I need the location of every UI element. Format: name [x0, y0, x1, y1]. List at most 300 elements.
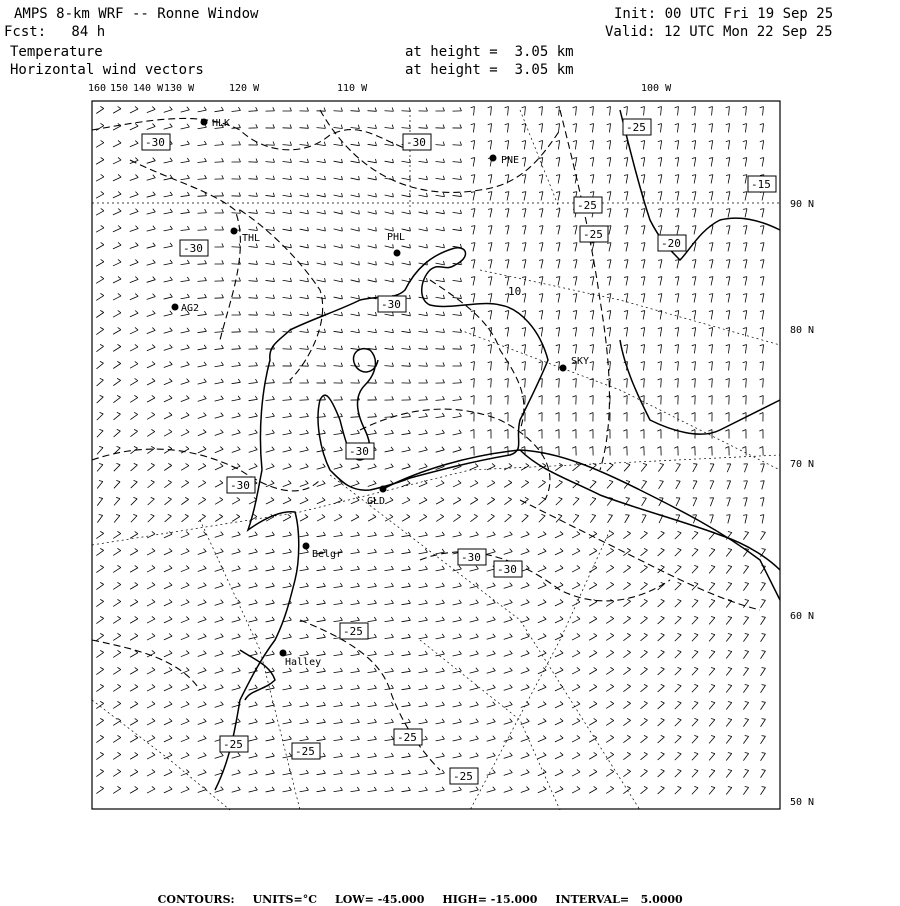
wind-barb	[198, 634, 206, 640]
wind-barb	[147, 175, 156, 181]
wind-barb	[488, 124, 492, 133]
wind-barb	[164, 633, 172, 639]
wind-barb	[488, 175, 492, 184]
longitude-label: 120 W	[229, 83, 260, 94]
wind-barb	[130, 141, 138, 147]
wind-barb	[607, 243, 611, 252]
wind-barb	[453, 210, 462, 214]
wind-barb	[572, 633, 580, 640]
wind-barb	[539, 175, 543, 184]
wind-barb	[743, 124, 747, 133]
wind-barb	[470, 702, 479, 707]
wind-barb	[147, 378, 155, 385]
wind-barb	[761, 651, 766, 659]
wind-barb	[504, 617, 513, 623]
wind-barb	[147, 701, 155, 708]
wind-barb	[147, 429, 155, 436]
wind-barb	[215, 600, 224, 606]
wind-barb	[266, 497, 274, 504]
wind-barb	[623, 531, 630, 538]
wind-barb	[147, 226, 156, 231]
wind-barb	[419, 770, 428, 775]
wind-barb	[317, 600, 326, 605]
wind-barb	[334, 312, 343, 316]
station-dot	[280, 650, 287, 657]
wind-barb	[589, 769, 597, 776]
wind-barb	[658, 124, 662, 133]
wind-barb	[368, 600, 377, 605]
wind-barb	[368, 244, 377, 248]
wind-barb	[317, 770, 326, 775]
wind-barb	[368, 278, 377, 282]
wind-barb	[198, 413, 206, 419]
wind-barb	[385, 278, 394, 282]
wind-barb	[726, 786, 732, 794]
wind-barb	[521, 549, 529, 555]
wind-barb	[640, 650, 647, 657]
wind-barb	[641, 141, 645, 150]
wind-barb	[164, 243, 173, 248]
wind-barb	[436, 346, 445, 350]
wind-barb	[606, 735, 614, 742]
wind-barb	[266, 396, 275, 400]
wind-barb	[708, 413, 712, 422]
wind-barb	[147, 735, 155, 742]
wind-barb	[402, 497, 410, 503]
wind-barb	[334, 159, 343, 163]
wind-barb	[743, 583, 748, 591]
wind-barb	[283, 685, 292, 690]
wind-barb	[300, 193, 309, 197]
wind-barb	[198, 617, 206, 623]
wind-barb	[249, 261, 258, 265]
wind-barb	[130, 378, 138, 385]
wind-barb	[368, 702, 377, 707]
wind-barb	[181, 702, 189, 708]
wind-barb	[402, 447, 411, 452]
wind-barb	[113, 582, 121, 589]
wind-barb	[215, 617, 224, 623]
wind-barb	[351, 295, 360, 299]
wind-barb	[130, 701, 138, 708]
wind-barb	[419, 346, 428, 350]
wind-barb	[334, 583, 343, 588]
wind-barb	[385, 210, 394, 214]
wind-barb	[147, 209, 156, 214]
wind-barb	[97, 498, 102, 506]
wind-barb	[538, 600, 546, 606]
wind-barb	[215, 413, 224, 419]
wind-barb	[572, 684, 580, 691]
wind-barb	[419, 329, 428, 333]
wind-barb	[266, 295, 275, 299]
wind-barb	[761, 787, 766, 795]
wind-barb	[624, 328, 628, 337]
wind-barb	[181, 514, 188, 521]
wind-barb	[487, 514, 494, 521]
station-label: PNE	[501, 155, 519, 166]
wind-barb	[675, 531, 681, 539]
wind-barb	[368, 312, 377, 316]
wind-barb	[505, 345, 509, 354]
wind-barb	[130, 344, 138, 351]
wind-barb	[623, 684, 630, 691]
wind-barb	[249, 362, 258, 366]
wind-barb	[131, 497, 137, 505]
wind-barb	[436, 362, 445, 366]
wind-barb	[130, 684, 138, 691]
wind-barb	[572, 752, 580, 759]
wind-barb	[709, 141, 713, 150]
wind-barb	[215, 583, 224, 589]
wind-barb	[402, 549, 411, 554]
wind-barb	[96, 718, 103, 725]
wind-barb	[266, 379, 275, 383]
wind-barb	[504, 668, 513, 674]
wind-barb	[556, 260, 560, 269]
wind-barb	[130, 395, 138, 402]
wind-barb	[147, 260, 156, 266]
wind-barb	[709, 548, 715, 556]
wind-barb	[471, 192, 475, 201]
wind-barb	[232, 158, 241, 162]
wind-barb	[658, 192, 662, 201]
wind-barb	[113, 123, 121, 130]
wind-barb	[215, 362, 224, 367]
wind-barb	[760, 226, 764, 235]
wind-barb	[181, 175, 190, 180]
wind-barb	[317, 295, 326, 299]
wind-barb	[623, 735, 630, 742]
wind-barb	[266, 770, 275, 775]
wind-barb	[96, 140, 104, 147]
wind-barb	[556, 514, 562, 522]
wind-barb	[504, 685, 513, 691]
wind-barb	[556, 209, 560, 218]
wind-barb	[761, 617, 766, 625]
wind-barb	[521, 668, 529, 674]
wind-barb	[368, 396, 377, 400]
wind-barb	[657, 413, 661, 422]
wind-barb	[334, 176, 343, 180]
wind-barb	[181, 107, 190, 112]
wind-barb	[522, 158, 526, 167]
wind-barb	[232, 379, 241, 384]
wind-barb	[300, 176, 309, 180]
wind-barb	[198, 702, 206, 708]
wind-barb	[675, 752, 681, 760]
wind-barb	[555, 463, 562, 470]
wind-barb	[130, 192, 138, 198]
wind-barb	[709, 633, 715, 641]
wind-barb	[487, 497, 494, 504]
wind-barb	[385, 108, 394, 112]
wind-barb	[743, 158, 747, 167]
wind-barb	[488, 260, 492, 269]
wind-barb	[385, 787, 394, 792]
wind-barb	[266, 617, 275, 622]
wind-barb	[334, 702, 343, 707]
wind-barb	[334, 600, 343, 605]
wind-barb	[573, 226, 577, 235]
wind-barb	[181, 634, 189, 640]
wind-barb	[487, 480, 495, 487]
wind-barb	[113, 106, 121, 113]
wind-barb	[453, 396, 462, 400]
wind-barb	[607, 141, 611, 150]
wind-barb	[130, 106, 138, 112]
wind-barb	[623, 396, 627, 405]
wind-barb	[334, 430, 343, 435]
wind-barb	[181, 566, 189, 572]
wind-barb	[215, 532, 224, 538]
wind-barb	[419, 312, 428, 316]
wind-barb	[709, 735, 715, 743]
wind-barb	[556, 124, 560, 133]
wind-barb	[453, 497, 461, 504]
wind-barb	[113, 752, 121, 759]
wind-barb	[266, 210, 275, 214]
wind-barb	[181, 226, 190, 231]
wind-barb	[300, 346, 309, 350]
longitude-label: 100 W	[641, 83, 672, 94]
wind-barb	[708, 447, 712, 456]
wind-barb	[351, 193, 360, 197]
wind-barb	[658, 616, 665, 624]
wind-barb	[726, 735, 732, 743]
wind-barb	[709, 786, 715, 794]
wind-barb	[249, 107, 258, 111]
station-label: Belgr	[312, 549, 342, 560]
wind-barb	[623, 582, 630, 589]
wind-barb	[96, 701, 103, 708]
wind-barb	[675, 718, 681, 726]
wind-barb	[164, 548, 172, 554]
wind-barb	[266, 634, 275, 639]
wind-barb	[368, 651, 377, 656]
wind-barb	[113, 259, 121, 265]
wind-barb	[215, 514, 222, 521]
wind-barb	[743, 719, 748, 727]
wind-barb	[283, 278, 292, 282]
wind-barb	[147, 311, 155, 317]
wind-barb	[487, 685, 496, 691]
wind-barb	[368, 142, 377, 146]
wind-barb	[215, 430, 223, 436]
wind-barb	[675, 294, 679, 303]
wind-barb	[709, 294, 713, 303]
contour-label	[574, 197, 602, 213]
wind-barb	[623, 447, 627, 456]
wind-barb	[113, 276, 121, 283]
wind-barb	[181, 463, 189, 470]
wind-barb	[249, 770, 258, 775]
wind-barb	[539, 514, 545, 522]
wind-barb	[692, 565, 698, 573]
wind-barb	[658, 718, 665, 726]
wind-barb	[487, 719, 496, 725]
wind-barb	[402, 261, 411, 265]
wind-barb	[521, 770, 529, 776]
wind-barb	[249, 600, 258, 605]
wind-barb	[453, 430, 462, 435]
wind-barb	[453, 295, 462, 299]
contour-footer	[150, 880, 701, 906]
wind-barb	[641, 277, 645, 286]
wind-barb	[453, 141, 462, 145]
wind-barb	[334, 379, 343, 383]
wind-barb	[743, 651, 748, 659]
wind-barb	[317, 514, 325, 521]
wind-barb	[658, 684, 665, 692]
wind-barb	[556, 328, 560, 337]
wind-barb	[114, 480, 120, 488]
wind-barb	[266, 329, 275, 333]
contour-label	[450, 768, 478, 784]
wind-barb	[165, 514, 172, 522]
wind-barb	[402, 176, 411, 180]
wind-barb	[266, 278, 275, 282]
wind-barb	[589, 396, 593, 405]
wind-barb	[232, 634, 241, 639]
wind-barb	[726, 548, 732, 556]
wind-barb	[402, 481, 410, 487]
wind-barb	[113, 616, 121, 623]
wind-barb	[317, 668, 326, 673]
wind-barb	[402, 583, 411, 588]
wind-barb	[606, 633, 614, 640]
wind-barb	[572, 430, 576, 439]
wind-barb	[726, 379, 730, 388]
contour-label	[658, 235, 686, 251]
wind-barb	[130, 735, 138, 742]
wind-barb	[624, 226, 628, 235]
wind-barb	[385, 244, 394, 248]
station-label: THL	[242, 233, 260, 244]
wind-barb	[249, 124, 258, 128]
wind-barb	[675, 192, 679, 201]
wind-barb	[760, 515, 764, 524]
wind-barb	[419, 549, 428, 554]
wind-barb	[761, 532, 766, 540]
wind-barb	[385, 600, 394, 605]
wind-barb	[198, 480, 206, 487]
wind-barb	[709, 701, 715, 709]
station-dot	[172, 304, 179, 311]
wind-barb	[692, 701, 698, 709]
wind-barb	[402, 159, 411, 163]
wind-barb	[573, 141, 577, 150]
wind-barb	[573, 243, 577, 252]
wind-barb	[539, 294, 543, 303]
wind-barb	[419, 532, 428, 537]
wind-barb	[96, 531, 103, 538]
wind-barb	[573, 514, 579, 522]
wind-barb	[624, 277, 628, 286]
wind-barb	[215, 243, 224, 247]
wind-barb	[487, 668, 496, 674]
wind-barb	[385, 159, 394, 163]
wind-barb	[589, 701, 597, 708]
wind-barb	[249, 278, 258, 282]
wind-barb	[368, 549, 377, 554]
wind-barb	[351, 379, 360, 383]
wind-barb	[623, 599, 630, 606]
wind-barb	[521, 583, 529, 589]
wind-barb	[164, 226, 173, 231]
wind-barb	[317, 227, 326, 231]
wind-barb	[538, 753, 546, 759]
station-dot	[231, 228, 238, 235]
latitude-label: 70 N	[790, 459, 814, 470]
wind-barb	[334, 278, 343, 282]
wind-barb	[606, 667, 614, 674]
wind-barb	[692, 633, 698, 641]
wind-barb	[505, 379, 509, 388]
wind-barb	[590, 497, 596, 505]
wind-barb	[113, 310, 121, 317]
wind-barb	[692, 735, 698, 743]
wind-barb	[488, 243, 492, 252]
wind-barb	[164, 209, 173, 214]
wind-barb	[606, 582, 614, 589]
wind-barb	[487, 787, 496, 793]
wind-barb	[232, 362, 241, 366]
wind-barb	[658, 107, 662, 116]
wind-barb	[368, 159, 377, 163]
wind-barb	[692, 277, 696, 286]
wind-barb	[743, 141, 747, 150]
wind-barb	[164, 565, 172, 571]
wind-barb	[351, 600, 360, 605]
wind-barb	[555, 769, 563, 775]
wind-barb	[266, 447, 275, 453]
wind-barb	[658, 175, 662, 184]
wind-barb	[726, 498, 730, 507]
wind-barb	[419, 107, 428, 111]
wind-barb	[181, 345, 190, 350]
plot-frame	[92, 101, 780, 809]
wind-barb	[488, 141, 492, 150]
wind-barb	[589, 752, 597, 759]
wind-barb	[130, 786, 138, 793]
field1-height: at height = 3.05 km	[405, 44, 574, 60]
wind-barb	[300, 719, 309, 724]
wind-barb	[334, 193, 343, 197]
wind-barb	[300, 668, 309, 673]
wind-barb	[436, 583, 445, 588]
wind-barb	[590, 328, 594, 337]
wind-barb	[726, 345, 730, 354]
wind-barb	[640, 565, 647, 572]
wind-barb	[419, 719, 428, 724]
wind-barb	[589, 565, 597, 572]
station-halley	[280, 650, 322, 669]
wind-barb	[760, 209, 764, 218]
wind-barb	[538, 634, 546, 640]
wind-barb	[96, 293, 104, 300]
wind-barb	[198, 277, 207, 281]
wind-barb	[97, 378, 104, 386]
wind-barb	[572, 616, 580, 623]
wind-barb	[232, 532, 241, 537]
wind-barb	[113, 667, 121, 674]
wind-barb	[743, 617, 748, 625]
wind-barb	[505, 328, 509, 337]
wind-barb	[215, 566, 224, 572]
wind-barb	[453, 413, 462, 418]
wind-barb	[675, 226, 679, 235]
